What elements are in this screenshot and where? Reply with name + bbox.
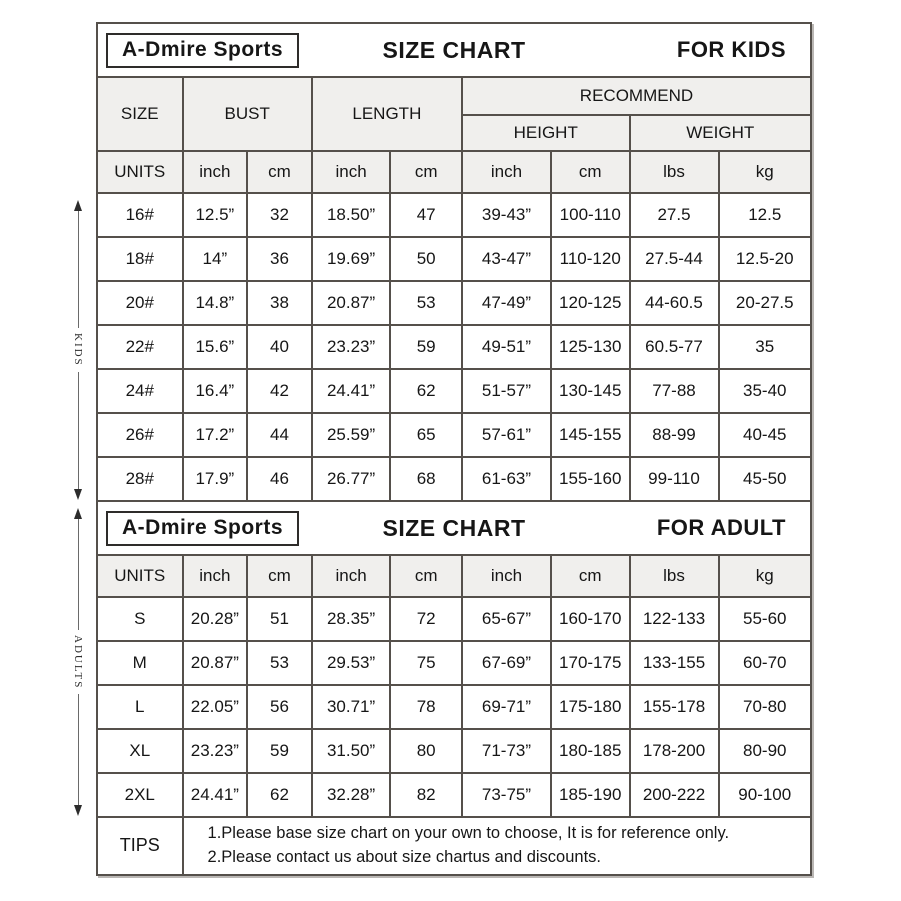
kids-data-cell: 20.87”: [313, 282, 390, 324]
kids-data-cell: 26.77”: [313, 458, 390, 500]
kids-data-cell: 46: [248, 458, 311, 500]
header-recommend: RECOMMEND: [463, 78, 810, 114]
adult-data-cell: 200-222: [631, 774, 718, 816]
adult-data-cell: 32.28”: [313, 774, 390, 816]
kids-data-cell: 42: [248, 370, 311, 412]
kids-data-cell: 24#: [98, 370, 182, 412]
adult-data-cell: 75: [391, 642, 461, 684]
adult-data-cell: 160-170: [552, 598, 629, 640]
adult-data-cell: 78: [391, 686, 461, 728]
kids-range-arrow: [70, 200, 86, 500]
adult-data-cell: 175-180: [552, 686, 629, 728]
kids-data-cell: 110-120: [552, 238, 629, 280]
adult-data-cell: 69-71”: [463, 686, 550, 728]
adult-data-cell: 20.28”: [184, 598, 247, 640]
adult-data-cell: 55-60: [720, 598, 810, 640]
adult-data-cell: 31.50”: [313, 730, 390, 772]
adult-units-cell: UNITS: [98, 556, 182, 596]
kids-data-cell: 100-110: [552, 194, 629, 236]
adult-data-cell: 65-67”: [463, 598, 550, 640]
adult-data-cell: 73-75”: [463, 774, 550, 816]
kids-data-cell: 19.69”: [313, 238, 390, 280]
adult-title-row: [98, 502, 810, 554]
tips-label: TIPS: [98, 818, 182, 874]
adult-units-cell: inch: [313, 556, 390, 596]
kids-audience-label: FOR KIDS: [676, 37, 786, 62]
adult-data-cell: 90-100: [720, 774, 810, 816]
kids-data-cell: 59: [391, 326, 461, 368]
kids-data-cell: 88-99: [631, 414, 718, 456]
kids-data-cell: 62: [391, 370, 461, 412]
arrow-line: [78, 694, 79, 805]
kids-units-cell: kg: [720, 152, 810, 192]
kids-data-cell: 23.23”: [313, 326, 390, 368]
adult-audience-label: FOR ADULT: [656, 515, 786, 540]
kids-data-cell: 68: [391, 458, 461, 500]
kids-data-cell: 18#: [98, 238, 182, 280]
adult-data-cell: 20.87”: [184, 642, 247, 684]
arrow-down-icon: [74, 489, 82, 500]
brand-logo-kids: A-Dmire Sports: [106, 33, 299, 68]
header-size: SIZE: [98, 78, 182, 150]
adult-data-cell: M: [98, 642, 182, 684]
kids-data-cell: 65: [391, 414, 461, 456]
kids-data-cell: 38: [248, 282, 311, 324]
kids-data-cell: 44: [248, 414, 311, 456]
kids-data-cell: 27.5: [631, 194, 718, 236]
kids-units-cell: cm: [248, 152, 311, 192]
kids-data-cell: 20-27.5: [720, 282, 810, 324]
kids-data-cell: 49-51”: [463, 326, 550, 368]
kids-data-cell: 25.59”: [313, 414, 390, 456]
adult-data-cell: XL: [98, 730, 182, 772]
kids-data-cell: 44-60.5: [631, 282, 718, 324]
kids-data-cell: 120-125: [552, 282, 629, 324]
kids-data-cell: 40-45: [720, 414, 810, 456]
kids-data-cell: 99-110: [631, 458, 718, 500]
kids-data-cell: 28#: [98, 458, 182, 500]
adult-data-cell: S: [98, 598, 182, 640]
adult-data-cell: 133-155: [631, 642, 718, 684]
kids-data-cell: 22#: [98, 326, 182, 368]
adult-units-cell: cm: [391, 556, 461, 596]
kids-units-cell: cm: [552, 152, 629, 192]
kids-data-cell: 77-88: [631, 370, 718, 412]
adult-data-cell: 180-185: [552, 730, 629, 772]
arrow-line: [78, 372, 79, 489]
adult-data-cell: 23.23”: [184, 730, 247, 772]
kids-data-cell: 18.50”: [313, 194, 390, 236]
tips-line-1: 1.Please base size chart on your own to choose, It is for reference only.: [207, 824, 730, 843]
adult-units-cell: cm: [248, 556, 311, 596]
kids-data-cell: 32: [248, 194, 311, 236]
adult-data-cell: 70-80: [720, 686, 810, 728]
kids-data-cell: 36: [248, 238, 311, 280]
kids-data-cell: 57-61”: [463, 414, 550, 456]
kids-data-cell: 27.5-44: [631, 238, 718, 280]
adult-data-cell: 178-200: [631, 730, 718, 772]
header-bust: BUST: [184, 78, 311, 150]
kids-data-cell: 15.6”: [184, 326, 247, 368]
arrow-line: [78, 519, 79, 630]
adult-data-cell: 28.35”: [313, 598, 390, 640]
adult-size-chart-title: SIZE CHART: [382, 514, 526, 541]
kids-units-cell: lbs: [631, 152, 718, 192]
kids-data-cell: 17.2”: [184, 414, 247, 456]
arrow-up-icon: [74, 200, 82, 211]
arrow-up-icon: [74, 508, 82, 519]
adult-data-cell: 51: [248, 598, 311, 640]
adult-data-cell: 122-133: [631, 598, 718, 640]
adults-range-arrow: [70, 508, 86, 816]
kids-data-cell: 20#: [98, 282, 182, 324]
kids-data-cell: 17.9”: [184, 458, 247, 500]
arrow-down-icon: [74, 805, 82, 816]
adult-data-cell: 72: [391, 598, 461, 640]
adult-units-cell: lbs: [631, 556, 718, 596]
kids-data-cell: 50: [391, 238, 461, 280]
kids-units-cell: cm: [391, 152, 461, 192]
kids-data-cell: 43-47”: [463, 238, 550, 280]
kids-data-cell: 47: [391, 194, 461, 236]
kids-units-cell: UNITS: [98, 152, 182, 192]
kids-data-cell: 12.5”: [184, 194, 247, 236]
adult-data-cell: 2XL: [98, 774, 182, 816]
adult-units-cell: cm: [552, 556, 629, 596]
kids-data-cell: 39-43”: [463, 194, 550, 236]
kids-data-cell: 53: [391, 282, 461, 324]
kids-title-row: [98, 24, 810, 76]
tips-line-2: 2.Please contact us about size chartus and discounts.: [207, 848, 602, 866]
adult-data-cell: 60-70: [720, 642, 810, 684]
kids-data-cell: 12.5-20: [720, 238, 810, 280]
kids-data-cell: 40: [248, 326, 311, 368]
adults-vertical-label: ADULTS: [72, 634, 84, 690]
kids-data-cell: 145-155: [552, 414, 629, 456]
kids-data-cell: 14.8”: [184, 282, 247, 324]
kids-size-chart-title: SIZE CHART: [382, 36, 526, 63]
kids-data-cell: 26#: [98, 414, 182, 456]
adult-data-cell: 29.53”: [313, 642, 390, 684]
kids-vertical-label: KIDS: [72, 333, 84, 367]
adult-data-cell: L: [98, 686, 182, 728]
kids-data-cell: 35: [720, 326, 810, 368]
size-chart-table: [96, 22, 812, 876]
kids-data-cell: 16#: [98, 194, 182, 236]
tips-text: [184, 818, 810, 874]
kids-data-cell: 51-57”: [463, 370, 550, 412]
kids-data-cell: 61-63”: [463, 458, 550, 500]
kids-data-cell: 14”: [184, 238, 247, 280]
header-weight: WEIGHT: [631, 116, 810, 150]
header-height: HEIGHT: [463, 116, 629, 150]
kids-data-cell: 130-145: [552, 370, 629, 412]
adult-data-cell: 62: [248, 774, 311, 816]
adult-data-cell: 185-190: [552, 774, 629, 816]
kids-data-cell: 155-160: [552, 458, 629, 500]
kids-data-cell: 45-50: [720, 458, 810, 500]
adult-data-cell: 59: [248, 730, 311, 772]
adult-data-cell: 56: [248, 686, 311, 728]
kids-data-cell: 16.4”: [184, 370, 247, 412]
adult-data-cell: 53: [248, 642, 311, 684]
kids-data-cell: 12.5: [720, 194, 810, 236]
adult-data-cell: 22.05”: [184, 686, 247, 728]
adult-data-cell: 71-73”: [463, 730, 550, 772]
kids-units-cell: inch: [313, 152, 390, 192]
adult-data-cell: 155-178: [631, 686, 718, 728]
adult-units-cell: inch: [463, 556, 550, 596]
adult-data-cell: 170-175: [552, 642, 629, 684]
adult-data-cell: 80-90: [720, 730, 810, 772]
adult-data-cell: 24.41”: [184, 774, 247, 816]
kids-data-cell: 35-40: [720, 370, 810, 412]
kids-data-cell: 125-130: [552, 326, 629, 368]
adult-units-cell: inch: [184, 556, 247, 596]
adult-data-cell: 82: [391, 774, 461, 816]
arrow-line: [78, 211, 79, 328]
kids-data-cell: 24.41”: [313, 370, 390, 412]
kids-data-cell: 60.5-77: [631, 326, 718, 368]
adult-data-cell: 67-69”: [463, 642, 550, 684]
kids-units-cell: inch: [463, 152, 550, 192]
adult-data-cell: 30.71”: [313, 686, 390, 728]
brand-logo-adult: A-Dmire Sports: [106, 511, 299, 546]
kids-data-cell: 47-49”: [463, 282, 550, 324]
adult-data-cell: 80: [391, 730, 461, 772]
header-length: LENGTH: [313, 78, 461, 150]
kids-units-cell: inch: [184, 152, 247, 192]
adult-units-cell: kg: [720, 556, 810, 596]
